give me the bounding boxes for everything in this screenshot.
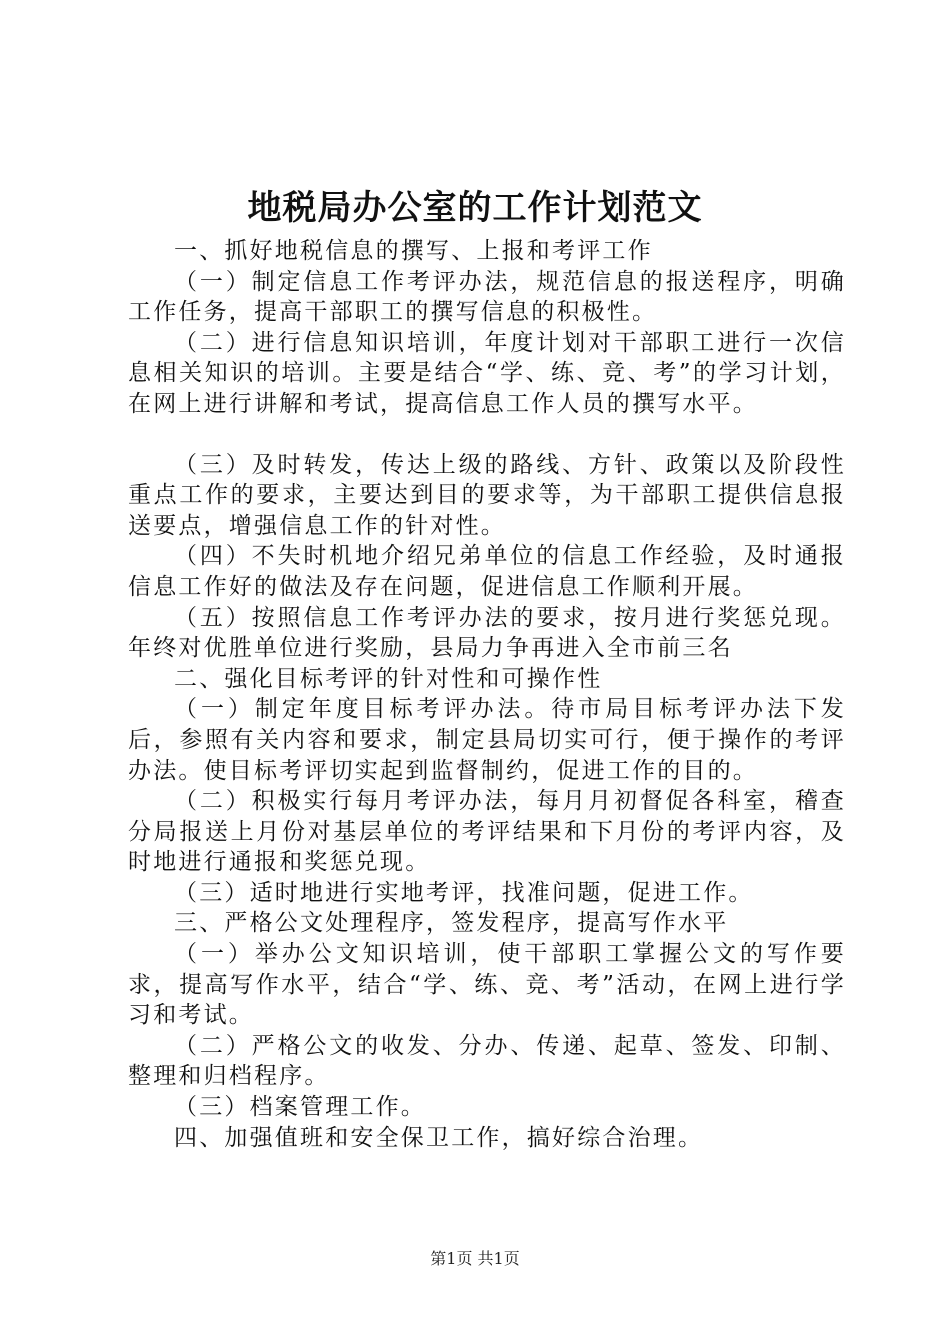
section-heading-1: 一、抓好地税信息的撰写、上报和考评工作 [174,238,653,264]
paragraph-2-3: （三）适时地进行实地考评，找准问题，促进工作。 [174,879,754,906]
paragraph-1-5: （五）按照信息工作考评办法的要求，按月进行奖惩兑现。年终对优胜单位进行奖励，县局力争再进入全市前三名 [128,604,846,662]
paragraph-1-1: （一）制定信息工作考评办法，规范信息的报送程序，明确工作任务，提高干部职工的撰写信息的积极性。 [128,268,846,326]
document-title: 地税局办公室的工作计划范文 [247,188,703,228]
document-body [128,236,846,1153]
paragraph-1-4: （四）不失时机地介绍兄弟单位的信息工作经验，及时通报信息工作好的做法及存在问题，促进信息工作顺利开展。 [128,543,846,600]
paragraph-3-2: （二）严格公文的收发、分办、传递、起草、签发、印制、整理和归档程序。 [128,1032,846,1090]
paragraph-1-3: （三）及时转发，传达上级的路线、方针、政策以及阶段性重点工作的要求，主要达到目的要求等，为干部职工提供信息报送要点，增强信息工作的针对性。 [128,451,846,539]
page-footer: 第1页 共1页 [430,1249,520,1268]
section-heading-3: 三、严格公文处理程序，签发程序，提高写作水平 [174,910,729,937]
paragraph-3-1: （一）举办公文知识培训，使干部职工掌握公文的写作要求，提高写作水平，结合“学、练、竞、考”活动，在网上进行学习和考试。 [128,941,846,1029]
paragraph-1-2: （二）进行信息知识培训，年度计划对干部职工进行一次信息相关知识的培训。主要是结合“学、练、竞、考”的学习计划，在网上进行讲解和考试，提高信息工作人员的撰写水平。 [128,329,846,417]
paragraph-2-1: （一）制定年度目标考评办法。待市局目标考评办法下发后，参照有关内容和要求，制定县局切实可行，便于操作的考评办法。使目标考评切实起到监督制约，促进工作的目的。 [128,696,846,784]
paragraph-3-3: （三）档案管理工作。 [174,1094,426,1121]
section-heading-2: 二、强化目标考评的针对性和可操作性 [174,665,603,692]
section-heading-4: 四、加强值班和安全保卫工作，搞好综合治理。 [174,1124,704,1151]
paragraph-2-2: （二）积极实行每月考评办法，每月月初督促各科室，稽查分局报送上月份对基层单位的考评结果和下月份的考评内容，及时地进行通报和奖惩兑现。 [128,788,846,876]
